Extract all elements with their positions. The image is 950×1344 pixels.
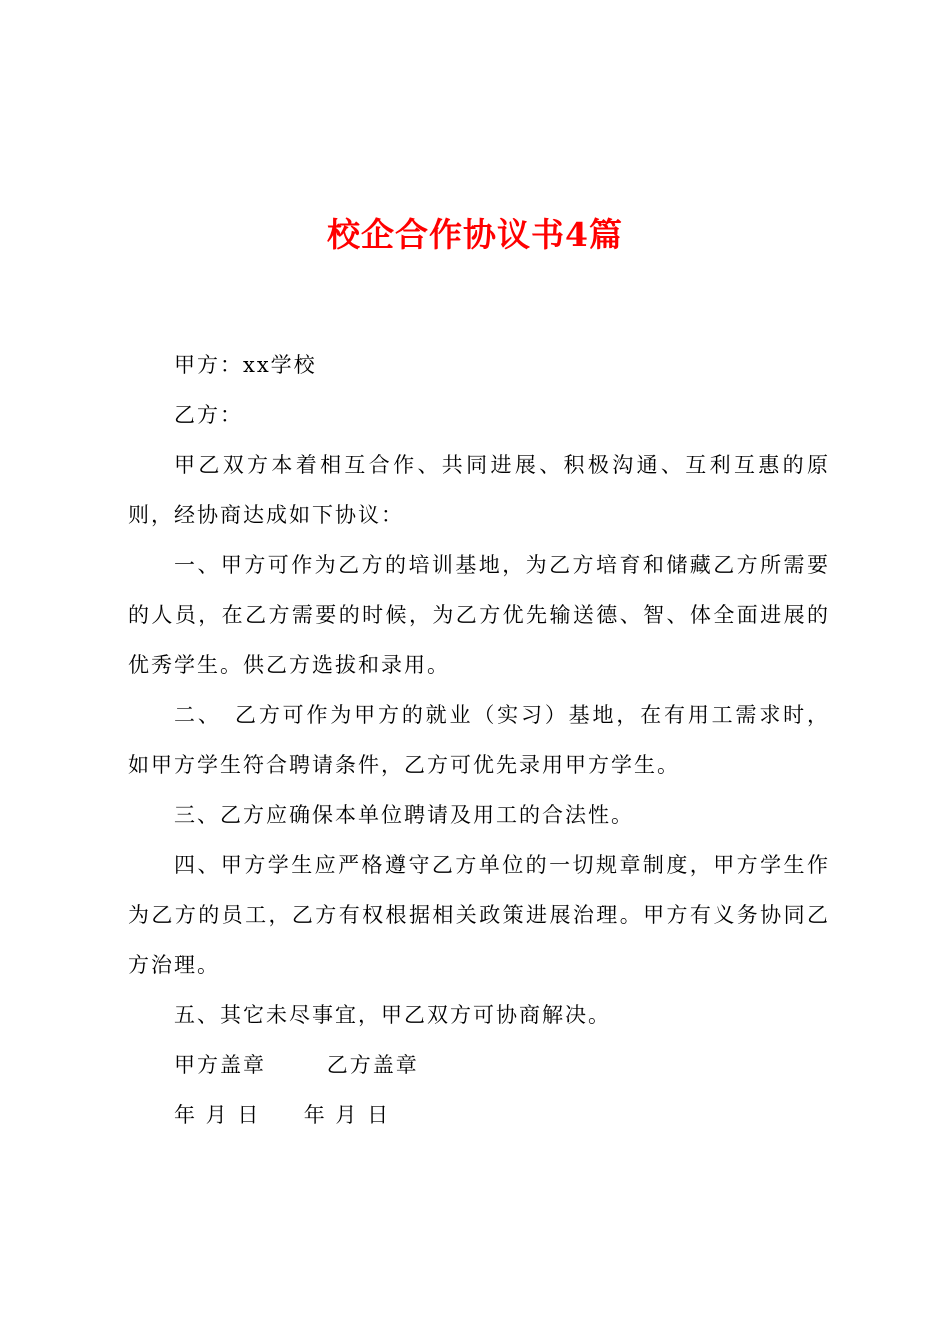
party-a-date: 年 月 日 — [174, 1103, 261, 1127]
party-a-line: 甲方：xx学校 — [174, 353, 317, 377]
party-a-seal: 甲方盖章 — [174, 1053, 266, 1077]
clause-3: 三、乙方应确保本单位聘请及用工的合法性。 — [174, 803, 634, 827]
seal-line — [128, 1040, 830, 1090]
clause-2: 二、 乙方可作为甲方的就业（实习）基地，在有用工需求时，如甲方学生符合聘请条件，乙方可优先录用甲方学生。 — [128, 703, 830, 777]
clause-4: 四、甲方学生应严格遵守乙方单位的一切规章制度，甲方学生作为乙方的员工，乙方有权根据相关政策进展治理。甲方有义务协同乙方治理。 — [128, 853, 830, 977]
party-b-date: 年 月 日 — [303, 1103, 391, 1127]
party-b-seal: 乙方盖章 — [326, 1053, 419, 1077]
intro-paragraph: 甲乙双方本着相互合作、共同进展、积极沟通、互利互惠的原则，经协商达成如下协议： — [128, 453, 830, 527]
party-b-line: 乙方： — [174, 403, 243, 427]
date-line — [128, 1090, 830, 1140]
document-body — [128, 340, 830, 1140]
clause-5: 五、其它未尽事宜，甲乙双方可协商解决。 — [174, 1003, 611, 1027]
clause-1: 一、甲方可作为乙方的培训基地，为乙方培育和储藏乙方所需要的人员，在乙方需要的时候，为乙方优先输送德、智、体全面进展的优秀学生。供乙方选拔和录用。 — [128, 553, 830, 677]
document-title: 校企合作协议书4篇 — [327, 215, 623, 254]
